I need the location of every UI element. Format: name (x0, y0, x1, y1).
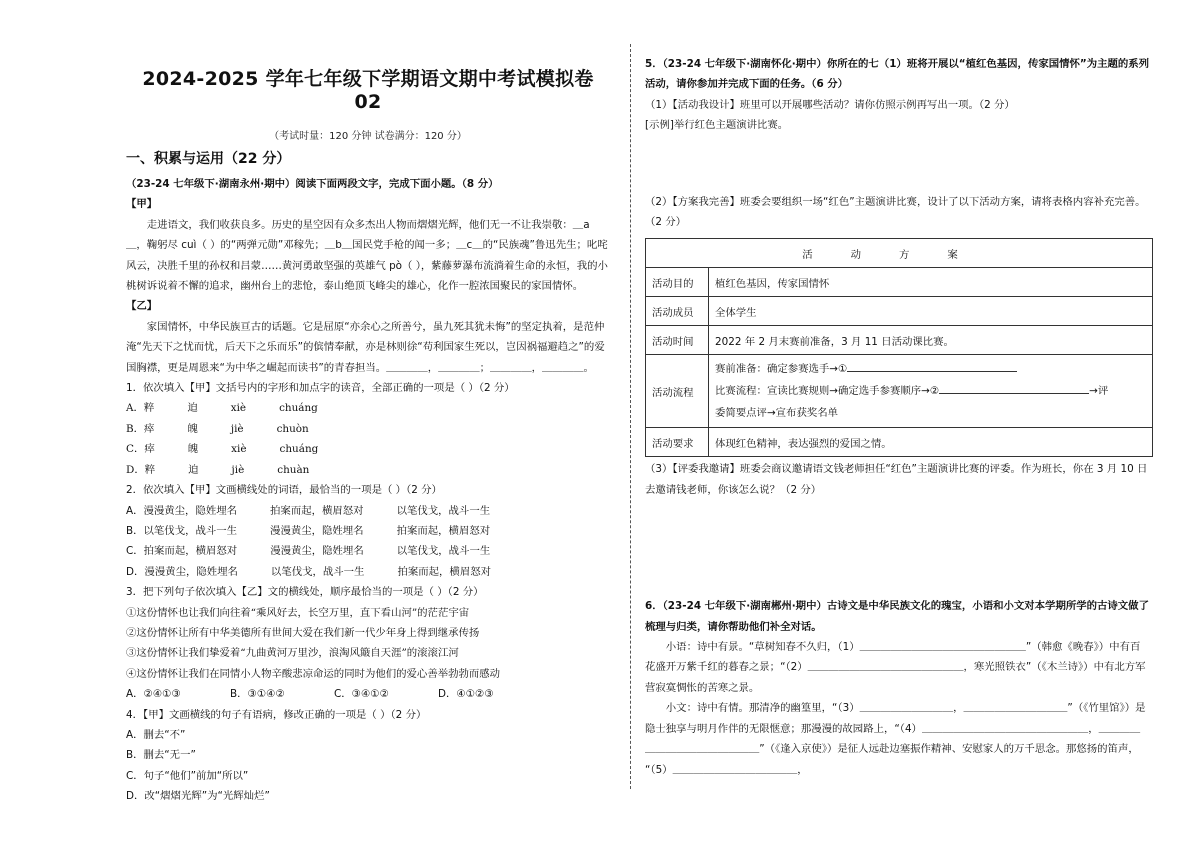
passage-yi-label: 【乙】 (126, 300, 158, 313)
q3-option-a: A．②④①③ (126, 688, 181, 701)
q2-option-a: A．漫漫黄尘，隐姓埋名 拍案而起，横眉怒对 以笔伐戈，战斗一生 (126, 504, 491, 517)
q1-option-c: C．瘁 魄 xiè chuáng (126, 443, 319, 456)
flow-line-2: 比赛流程：宣读比赛规则→确定选手参赛顺序→② →评 (715, 380, 1146, 402)
q1-option-a: A．粹 迫 xiè chuáng (126, 402, 318, 415)
section-heading: 一、积累与运用（22 分） (126, 151, 291, 167)
q3-options (126, 684, 610, 704)
q1-option-d: D．粹 迫 jiè chuàn (126, 463, 310, 476)
flow-line-3: 委简要点评→宣布获奖名单 (715, 407, 839, 420)
question-intro: （23-24 七年级下·湖南永州·期中）阅读下面两段文字，完成下面小题。（8 分） (126, 178, 499, 190)
row-value-time: 2022 年 2 月末赛前准备，3 月 11 日活动课比赛。 (709, 326, 1153, 355)
activity-plan-table (645, 238, 1153, 457)
q2-option-d: D．漫漫黄尘，隐姓埋名 以笔伐戈，战斗一生 拍案而起，横眉怒对 (126, 565, 491, 578)
flow-line-1: 赛前准备：确定参赛选手→① (715, 358, 1146, 380)
row-label-requirement: 活动要求 (646, 428, 709, 457)
q4-option-a: A．删去“不” (126, 728, 186, 741)
exam-meta: （考试时量：120 分钟 试卷满分：120 分） (269, 131, 467, 142)
left-column (126, 60, 610, 807)
column-divider (630, 44, 631, 789)
q2-option-c: C．拍案而起，横眉怒对 漫漫黄尘，隐姓埋名 以笔伐戈，战斗一生 (126, 545, 491, 558)
q3-item-2: ②这份情怀让所有中华美德所有世间大爱在我们新一代少年身上得到继承传扬 (126, 626, 480, 639)
blank-2[interactable] (939, 381, 1089, 394)
page-title: 2024-2025 学年七年级下学期语文期中考试模拟卷 02 (142, 68, 594, 113)
q4-option-d: D．改“熠熠光辉”为“光辉灿烂” (126, 790, 270, 803)
q3-option-b: B．③①④② (230, 688, 285, 701)
row-label-time: 活动时间 (646, 326, 709, 355)
row-label-members: 活动成员 (646, 297, 709, 326)
question-3: 3．把下列句子依次填入【乙】文的横线处，顺序最恰当的一项是（ ）（2 分） (126, 586, 484, 599)
q3-item-3: ③这份情怀让我们挚爱着“九曲黄河万里沙，浪淘风簸自天涯”的滚滚江河 (126, 647, 459, 660)
question-1: 1．依次填入【甲】文括号内的字形和加点字的读音，全部正确的一项是（ ）（2 分） (126, 382, 515, 395)
q5-part-1: （1）【活动我设计】班里可以开展哪些活动？请你仿照示例再写出一项。（2 分） (645, 98, 1015, 111)
row-value-requirement: 体现红色精神，表达强烈的爱国之情。 (709, 428, 1153, 457)
q2-option-b: B．以笔伐戈，战斗一生 漫漫黄尘，隐姓埋名 拍案而起，横眉怒对 (126, 524, 491, 537)
q3-option-d: D．④①②③ (438, 688, 494, 701)
blank-1[interactable] (847, 359, 1017, 372)
row-label-purpose: 活动目的 (646, 268, 709, 297)
right-column (645, 54, 1150, 780)
q6-paragraph-3: “（5）＿＿＿＿＿＿＿＿＿＿＿＿， (645, 763, 808, 776)
row-label-flow: 活动流程 (646, 355, 709, 428)
question-2: 2．依次填入【甲】文画横线处的词语，最恰当的一项是（ ）（2 分） (126, 484, 442, 497)
q3-item-4: ④这份情怀让我们在同情小人物辛酸悲凉命运的同时为他们的爱心善举勃勃而感动 (126, 667, 501, 680)
q5-part-2: （2）【方案我完善】班委会要组织一场“红色”主题演讲比赛，设计了以下活动方案，请将表格内容补充完善。（2 分） (645, 195, 1146, 229)
q4-option-b: B．删去“无一” (126, 749, 196, 762)
row-value-members: 全体学生 (709, 297, 1153, 326)
answer-space-2 (645, 500, 1150, 596)
q6-paragraph-1: 小语：诗中有景。“草树知春不久归，（1）＿＿＿＿＿＿＿＿＿＿＿＿＿＿＿＿”（韩愈《晚春》）中有百花盛开万紫千红的暮春之景；“（2）＿＿＿＿＿＿＿＿＿＿＿＿＿＿＿，寒光照铁衣”（《木兰诗》）中有北方军营寂寞惆怅的苦寒之景。 (645, 641, 1146, 694)
table-header: 活动方案 (646, 239, 1153, 268)
passage-jia: 走进语文，我们收获良多。历史的星空因有众多杰出人物而熠熠光辉，他们无一不让我崇敬：＿a＿，鞠躬尽 cuì（ ）的“两弹元勋”邓稼先；＿b＿国民党手枪的闻一多；＿c＿的“民族魂”鲁迅先生；叱咤风云，决胜千里的孙权和吕蒙……黄河勇敢坚强的英雄气 pò（ ），紫藤萝瀑布流淌着生命的永恒，我的小桃树诉说着不懈的追求，幽州台上的悲怆，泰山绝顶飞峰尖的雄心，化作一腔浓国聚民的家国情怀。 (126, 218, 608, 293)
passage-jia-label: 【甲】 (126, 198, 158, 211)
q3-option-c: C．③④①② (334, 688, 389, 701)
q3-item-1: ①这份情怀也让我们向往着“乘风好去，长空万里，直下看山河”的茫茫宇宙 (126, 606, 470, 619)
answer-space (645, 136, 1150, 192)
question-6-intro: 6．（23-24 七年级下·湖南郴州·期中）古诗文是中华民族文化的瑰宝，小语和小文对本学期所学的古诗文做了梳理与归类，请你帮助他们补全对话。 (645, 600, 1149, 633)
question-5-intro: 5．（23-24 七年级下·湖南怀化·期中）你所在的七（1）班将开展以“植红色基因，传家国情怀”为主题的系列活动，请你参加并完成下面的任务。（6 分） (645, 58, 1150, 91)
passage-yi: 家国情怀，中华民族亘古的话题。它是屈原“亦余心之所善兮，虽九死其犹未悔”的坚定执着，是范仲淹“先天下之忧而忧，后天下之乐而乐”的傧情奉献，亦是林则徐“苟利国家生死以，岂因祸福避趋之”的爱国胸襟，更是周恩来“为中华之崛起而读书”的青春担当。＿＿＿＿，＿＿＿＿；＿＿＿＿，＿＿＿＿。 (126, 320, 605, 374)
row-value-purpose: 植红色基因，传家国情怀 (709, 268, 1153, 297)
q4-option-c: C．句子“他们”前加“所以” (126, 769, 249, 782)
q6-paragraph-2: 小文：诗中有情。那清净的幽篁里，“（3）＿＿＿＿＿＿＿＿＿，＿＿＿＿＿＿＿＿＿＿”（《竹里馆》）是隐士独享与明月作伴的无限惬意；那漫漫的故园路上，“（4）＿＿＿＿＿＿＿＿＿＿＿＿＿＿＿＿，＿＿＿＿＿＿＿＿＿＿＿＿＿＿＿”（《逢入京使》）是征人远赴边塞振作精神、安慰家人的万千思念。那悠扬的笛声， (645, 702, 1146, 756)
q5-part-3: （3）【评委我邀请】班委会商议邀请语文钱老师担任“红色”主题演讲比赛的评委。作为班长，你在 3 月 10 日去邀请钱老师，你该怎么说？（2 分） (645, 463, 1148, 496)
question-4: 4．【甲】文画横线的句子有语病，修改正确的一项是（ ）（2 分） (126, 708, 427, 721)
q1-option-b: B．瘁 魄 jiè chuòn (126, 422, 309, 435)
row-value-flow (709, 355, 1153, 428)
q5-example: [示例]举行红色主题演讲比赛。 (645, 119, 789, 132)
